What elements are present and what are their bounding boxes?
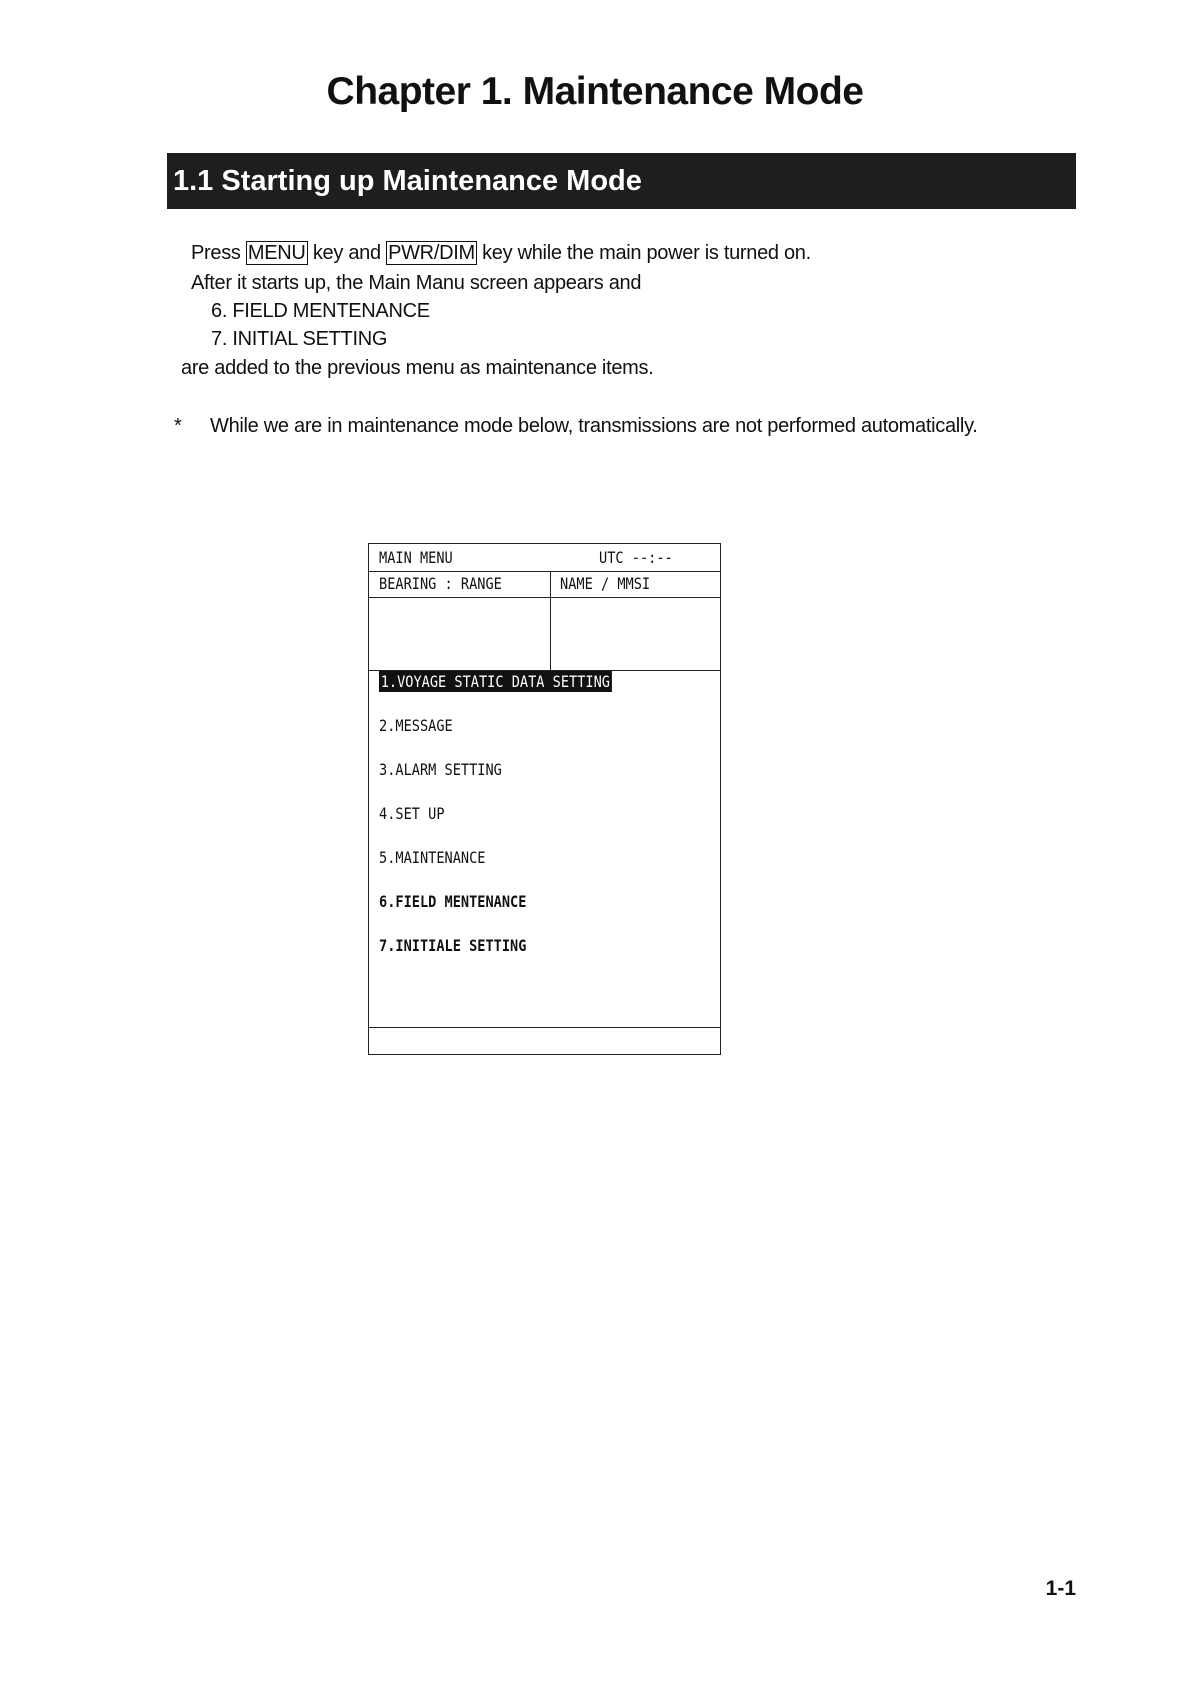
menu-item-maintenance[interactable]: 5.MAINTENANCE [379,848,486,867]
note-asterisk: * [174,415,182,437]
menu-item-set-up[interactable]: 4.SET UP [379,804,445,823]
intro-line-2: After it starts up, the Main Manu screen appears and [191,272,642,294]
menu-item-initiale-setting[interactable]: 7.INITIALE SETTING [379,936,527,955]
note-text: While we are in maintenance mode below, transmissions are not performed automatically. [210,415,978,437]
added-item-6: 6. FIELD MENTENANCE [211,300,430,322]
column-name-mmsi: NAME / MMSI [560,574,651,593]
menu-item-field-mentenance[interactable]: 6.FIELD MENTENANCE [379,892,527,911]
intro-line-1 [191,241,811,265]
intro-line-1-tail: key while the main power is turned on. [482,242,811,264]
note [174,414,978,438]
added-item-7: 7. INITIAL SETTING [211,328,388,350]
menu-item-voyage-static-data-setting[interactable]: 1.VOYAGE STATIC DATA SETTING [380,672,610,691]
screen-divider-bottom [369,1027,720,1028]
menu-item-message[interactable]: 2.MESSAGE [379,716,453,735]
pwr-dim-key-label: PWR/DIM [388,242,475,264]
screen-utc: UTC --:-- [599,548,673,567]
column-bearing-range: BEARING : RANGE [379,574,502,593]
chapter-title: Chapter 1. Maintenance Mode [326,70,864,113]
menu-item-alarm-setting[interactable]: 3.ALARM SETTING [379,760,502,779]
screen-divider-top [369,571,720,572]
screen-divider-header [369,597,720,598]
intro-line-5: are added to the previous menu as maintenance items. [181,357,654,379]
main-menu-screen [368,543,721,1055]
screen-title: MAIN MENU [379,548,453,567]
screen-column-divider [550,572,551,670]
and-word: key and [312,242,381,264]
press-word: Press [191,242,241,264]
page-number: 1-1 [1045,1577,1076,1600]
menu-key-label: MENU [247,242,306,264]
section-heading: 1.1 Starting up Maintenance Mode [167,153,1076,209]
